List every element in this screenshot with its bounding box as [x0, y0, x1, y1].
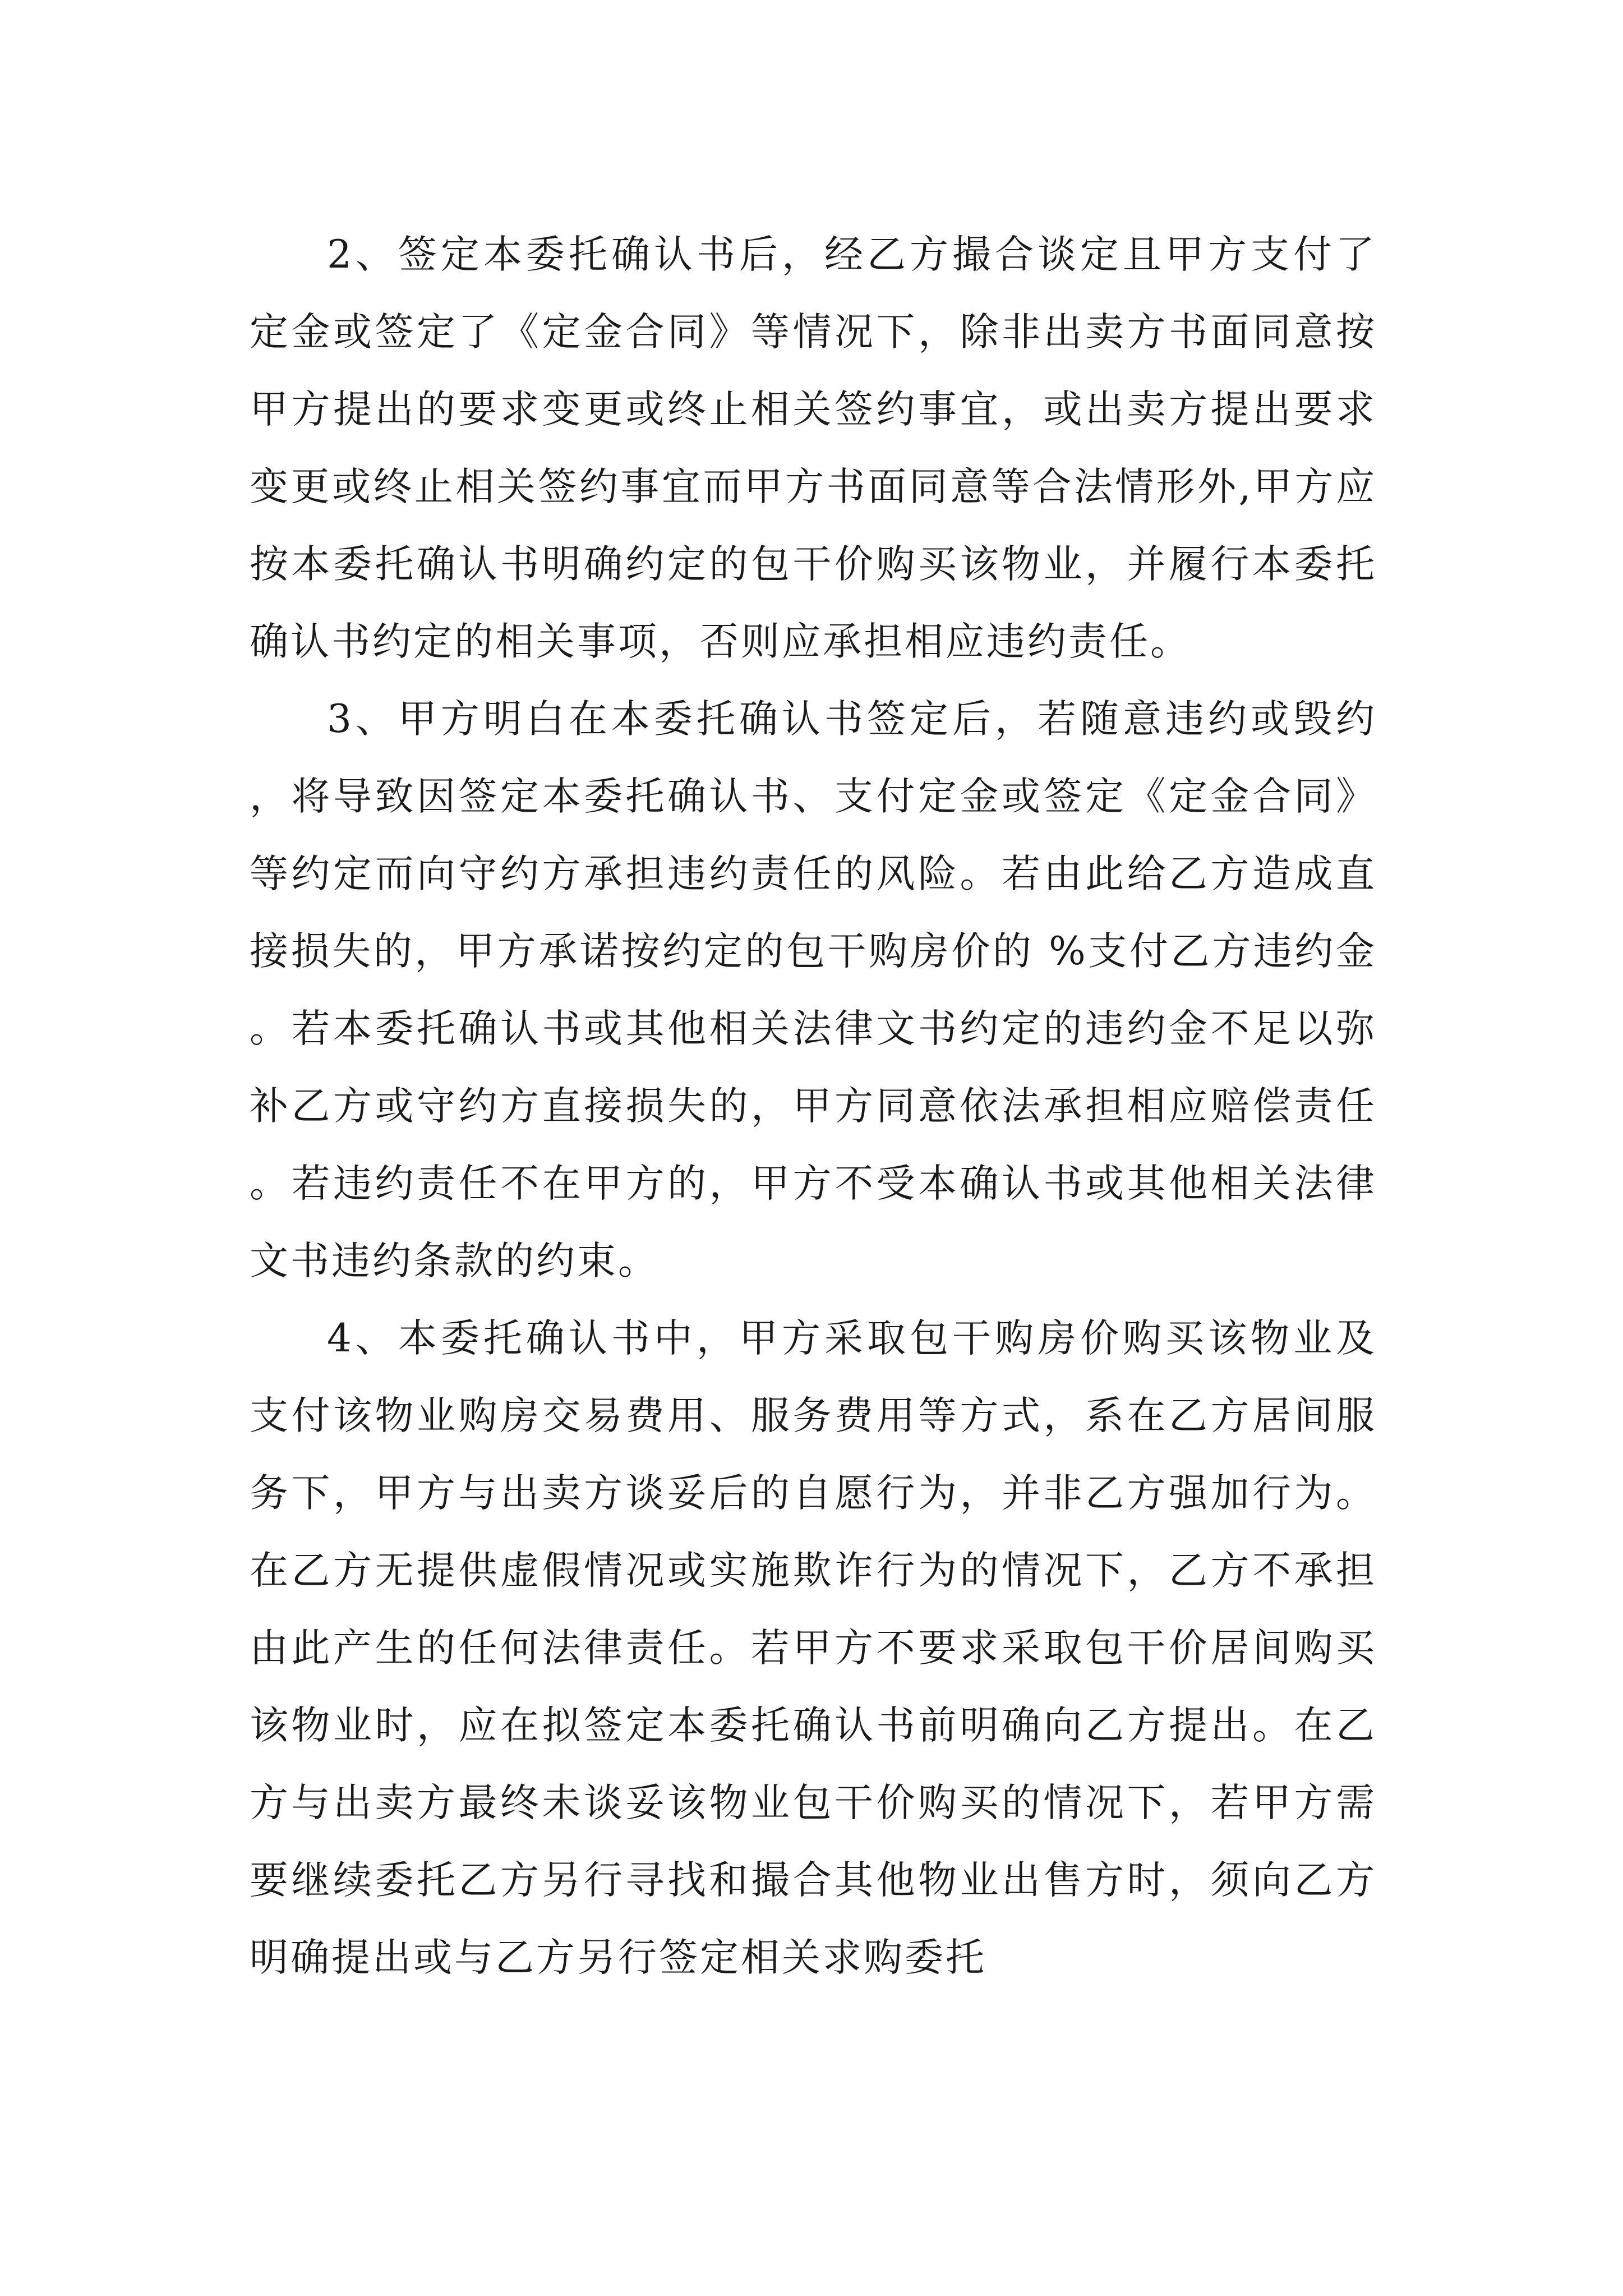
- document-body: [250, 216, 1377, 1996]
- clause-3-paragraph: 3、甲方明白在本委托确认书签定后，若随意违约或毁约，将导致因签定本委托确认书、支付定金或签定《定金合同》等约定而向守约方承担违约责任的风险。若由此给乙方造成直接损失的，甲方承诺按约定的包干购房价的 %支付乙方违约金。若本委托确认书或其他相关法律文书约定的违约金不足以弥补乙方或守约方直接损失的，甲方同意依法承担相应赔偿责任。若违约责任不在甲方的，甲方不受本确认书或其他相关法律文书违约条款的约束。: [250, 697, 1377, 1283]
- clause-4-paragraph: 4、本委托确认书中，甲方采取包干购房价购买该物业及支付该物业购房交易费用、服务费用等方式，系在乙方居间服务下，甲方与出卖方谈妥后的自愿行为，并非乙方强加行为。在乙方无提供虚假情况或实施欺诈行为的情况下，乙方不承担由此产生的任何法律责任。若甲方不要求采取包干价居间购买该物业时，应在拟签定本委托确认书前明确向乙方提出。在乙方与出卖方最终未谈妥该物业包干价购买的情况下，若甲方需要继续委托乙方另行寻找和撮合其他物业出售方时，须向乙方明确提出或与乙方另行签定相关求购委托: [250, 1316, 1377, 1980]
- clause-2-paragraph: 2、签定本委托确认书后，经乙方撮合谈定且甲方支付了定金或签定了《定金合同》等情况下，除非出卖方书面同意按甲方提出的要求变更或终止相关签约事宜，或出卖方提出要求变更或终止相关签约事宜而甲方书面同意等合法情形外,甲方应按本委托确认书明确约定的包干价购买该物业，并履行本委托确认书约定的相关事项，否则应承担相应违约责任。: [250, 232, 1377, 664]
